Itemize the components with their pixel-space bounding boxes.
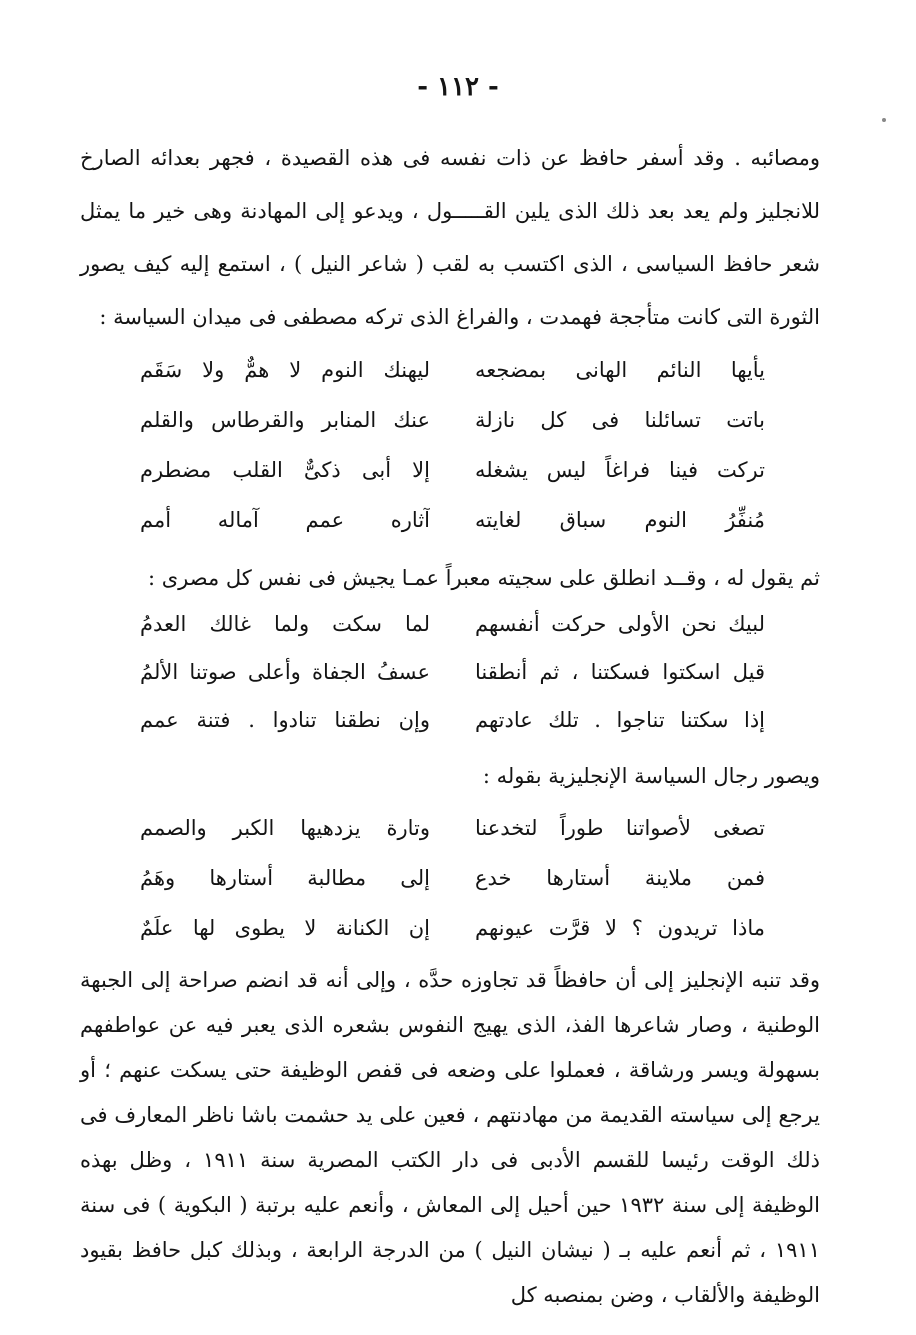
verse — [140, 445, 765, 495]
poem-english-politics — [140, 803, 765, 953]
verse — [140, 903, 765, 953]
verse-second-hemistich: ليهنك النوم لا همٌّ ولا سَقَم — [140, 358, 430, 382]
page-number: - ١١٢ - — [417, 72, 499, 102]
verse — [140, 696, 765, 744]
verse-second-hemistich: لما سكت ولما غالك العدمُ — [140, 612, 430, 636]
verse — [140, 600, 765, 648]
verse-first-hemistich: إذا سكتنا تناجوا . تلك عادتهم — [475, 708, 765, 732]
verse-second-hemistich: وإن نطقنا تنادوا . فتنة عمم — [140, 708, 430, 732]
stray-mark — [882, 118, 886, 122]
verse — [140, 853, 765, 903]
verse-first-hemistich: ماذا تريدون ؟ لا قرَّت عيونهم — [475, 916, 765, 940]
paragraph-transition-1: ثم يقول له ، وقــد انطلق على سجيته معبراً عمـا يجيش فى نفس كل مصرى : — [147, 566, 820, 590]
verse — [140, 495, 765, 545]
verse — [140, 648, 765, 696]
verse-second-hemistich: إن الكنانة لا يطوى لها علَمٌ — [140, 916, 430, 940]
paragraph-transition-2: ويصور رجال السياسة الإنجليزية بقوله : — [482, 764, 820, 788]
verse-second-hemistich: آثاره عمم آماله أمم — [140, 508, 430, 532]
verse-second-hemistich: إلى مطالبة أستارها وهَمُ — [140, 866, 430, 890]
verse-second-hemistich: وتارة يزدهيها الكبر والصمم — [140, 816, 430, 840]
verse-first-hemistich: تركت فينا فراغاً ليس يشغله — [475, 458, 765, 482]
verse-first-hemistich: تصغى لأصواتنا طوراً لتخدعنا — [475, 816, 765, 840]
verse-second-hemistich: إلا أبى ذكىٌّ القلب مضطرم — [140, 458, 430, 482]
paragraph-intro: ومصائبه . وقد أسفر حافظ عن ذات نفسه فى هذه القصيدة ، فجهر بعدائه الصارخ للانجليز ولم يعد بعد ذلك الذى يلين القـــــول ، ويدعو إلى المهادنة وهى خير ما يمثل شعر حافظ السياسى ، الذى اكتسب به لقب ( شاعر النيل ) ، استمع إليه كيف يصور الثورة التى كانت متأججة فهمدت ، والفراغ الذى تركه مصطفى فى ميدان السياسة : — [80, 146, 820, 329]
verse — [140, 803, 765, 853]
verse — [140, 345, 765, 395]
verse-first-hemistich: فمن ملاينة أستارها خدع — [475, 866, 765, 890]
paragraph-conclusion: وقد تنبه الإنجليز إلى أن حافظاً قد تجاوزه حدَّه ، وإلى أنه قد انضم صراحة إلى الجبهة الوطنية ، وصار شاعرها الفذ، الذى يهيج النفوس بشعره الذى يعبر فيه عن عواطفهم بسهولة ويسر ورشاقة ، فعملوا على وضعه فى قفص الوظيفة حتى يسكت عنهم ؛ أو يرجع إلى سياسته القديمة من مهادنتهم ، فعين على يد حشمت باشا ناظر المعارف فى ذلك الوقت رئيسا للقسم الأدبى فى دار الكتب المصرية سنة ١٩١١ ، وظل بهذه الوظيفة إلى سنة ١٩٣٢ حين أحيل إلى المعاش ، وأنعم عليه برتبة ( البكوية ) فى سنة ١٩١١ ، ثم أنعم عليه بـ ( نيشان النيل ) من الدرجة الرابعة ، وبذلك كبل حافظ بقيود الوظيفة والألقاب ، وضن بمنصبه كل — [80, 968, 821, 1307]
verse-first-hemistich: لبيك نحن الأولى حركت أنفسهم — [475, 612, 765, 636]
poem-lament-mustafa — [140, 345, 765, 545]
verse-first-hemistich: مُنفِّرُ النوم سباق لغايته — [475, 508, 765, 532]
verse-second-hemistich: عسفُ الجفاة وأعلى صوتنا الألمُ — [140, 660, 430, 684]
verse — [140, 395, 765, 445]
verse-first-hemistich: قيل اسكتوا فسكتنا ، ثم أنطقنا — [475, 660, 765, 684]
poem-we-are-those — [140, 600, 765, 744]
verse-first-hemistich: يأيها النائم الهانى بمضجعه — [475, 358, 765, 382]
verse-first-hemistich: باتت تسائلنا فى كل نازلة — [475, 408, 765, 432]
verse-second-hemistich: عنك المنابر والقرطاس والقلم — [140, 408, 430, 432]
